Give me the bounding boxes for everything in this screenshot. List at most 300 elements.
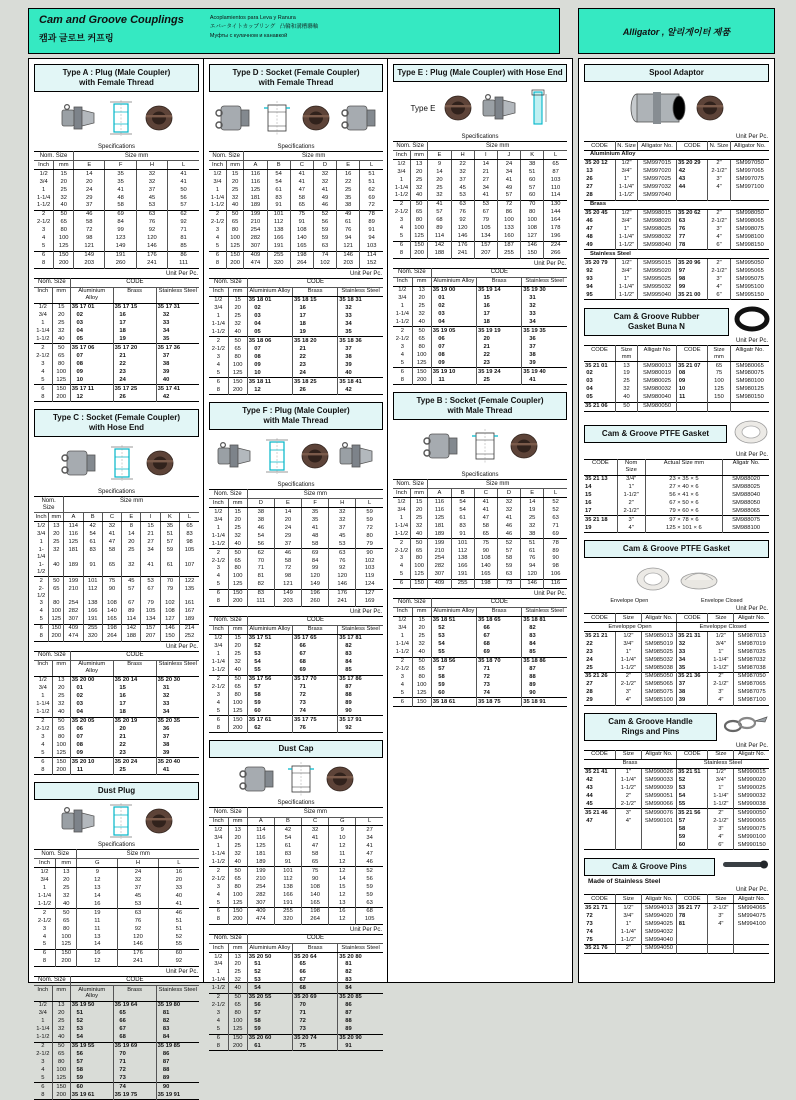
table-cell: 1-1/4 xyxy=(210,194,225,201)
table-cell: 1/2" xyxy=(615,159,637,167)
table-cell: 67 xyxy=(141,585,160,600)
table-cell: 02 xyxy=(70,693,113,701)
table-cell: 65 xyxy=(474,530,497,538)
table-cell: 6 xyxy=(209,716,228,724)
table-cell: 165 xyxy=(102,616,121,624)
table-cell: 121 xyxy=(74,243,105,251)
table-cell xyxy=(584,825,615,833)
table-cell: 65 xyxy=(412,666,431,674)
table-cell: 8 xyxy=(42,958,47,965)
unit-per-pc-label: Unit Per Pc. xyxy=(165,643,198,650)
table-cell: 50 xyxy=(54,210,74,218)
table-cell: 25 xyxy=(52,693,70,701)
section-title-spool: Spool Adaptor xyxy=(584,64,769,82)
table-cell: 67 xyxy=(122,600,141,608)
table-cell: 35 21 00 xyxy=(676,291,707,299)
table-cell: 45 xyxy=(118,892,159,900)
table-cell: 05 xyxy=(70,335,113,343)
table-cell: SM990065 xyxy=(734,817,769,825)
table-cell: CODE xyxy=(70,651,199,660)
table-cell: 1-1/4 xyxy=(211,659,225,666)
table-cell: Inch xyxy=(209,817,228,826)
table-cell: 25 xyxy=(228,651,247,659)
table-cell: SM995025 xyxy=(638,275,677,283)
table-cell: Nom Size xyxy=(617,459,645,475)
table-cell: 52 xyxy=(313,210,336,218)
table-cell: 61 xyxy=(83,538,102,546)
table-cell: 112 xyxy=(83,585,102,600)
table-cell: 51 xyxy=(70,1010,113,1018)
unit-per-pc-label: Unit Per Pc. xyxy=(165,968,198,975)
table-cell: 58 xyxy=(74,219,105,227)
table-cell: 50 xyxy=(228,993,247,1001)
table-cell: 120 xyxy=(302,573,329,581)
table-cell: 52 xyxy=(158,933,199,941)
table-cell: 255 xyxy=(497,250,520,258)
table-cell: 25 xyxy=(55,884,76,892)
table-cell: 125 xyxy=(228,369,247,377)
table-cell: 80 xyxy=(226,227,243,235)
table-cell: 3 xyxy=(41,734,45,740)
table-cell: 59 xyxy=(247,700,292,708)
section-title-type-a: Type A : Plug (Male Coupler) with Female Thread xyxy=(34,64,199,92)
table-cell: 20 xyxy=(412,295,431,303)
table-cell: 2 xyxy=(393,200,410,208)
table-cell: Aluminium Alloy xyxy=(70,660,113,676)
table-cell: 241 xyxy=(329,598,356,606)
table-cell: 18 xyxy=(113,328,156,336)
table-cell: 17 xyxy=(292,313,337,321)
table-cell: 138 xyxy=(267,227,290,235)
table-cell: 120 xyxy=(118,933,159,941)
table-cell: 13 xyxy=(52,676,70,684)
unit-per-pc-label: Unit Per Pc. xyxy=(735,134,768,140)
table-cell: SM990038 xyxy=(734,801,769,809)
table-cell: 63 xyxy=(118,909,159,917)
unit-per-pc-label: Unit Per Pc. xyxy=(533,590,566,597)
table-cell: 35 19 35 xyxy=(522,327,567,335)
table-cell: 140 xyxy=(474,563,497,571)
table-cell: 144 xyxy=(544,209,567,217)
table-cell: 57 xyxy=(497,192,520,200)
table-cell: 2 xyxy=(209,549,228,557)
table-cell: 70 xyxy=(160,577,179,585)
table-cell: 199 xyxy=(428,539,451,547)
table-cell: SM990020 xyxy=(734,777,769,785)
table-cell: 16 xyxy=(77,900,118,908)
table-cell: CODE xyxy=(431,598,567,607)
table-cell: SM994065 xyxy=(734,904,769,912)
table-cell: 65 xyxy=(102,561,121,576)
table-cell: 59 xyxy=(356,516,383,524)
table-cell: 11 xyxy=(329,850,356,858)
photo-socket-icon xyxy=(213,101,253,135)
code-table-dust-cap xyxy=(209,934,383,1052)
table-cell: 35 xyxy=(302,516,329,524)
table-cell: 56 xyxy=(313,219,336,227)
table-cell: 282 xyxy=(428,563,451,571)
table-cell: 15 xyxy=(585,492,592,499)
table-cell: 8 xyxy=(215,260,220,267)
table-cell: 25 xyxy=(428,184,451,192)
table-cell: 108 xyxy=(521,225,544,233)
table-cell: 149 xyxy=(105,243,136,251)
table-cell: 50 xyxy=(55,909,76,917)
table-cell: 199 xyxy=(64,577,83,585)
table-cell: 282 xyxy=(244,235,267,243)
table-cell: 73 xyxy=(586,920,593,927)
table-cell: 125 xyxy=(49,616,64,624)
table-cell: 65 xyxy=(410,547,427,555)
table xyxy=(209,489,383,607)
table-cell: 160 xyxy=(497,233,520,241)
table-cell: 150 xyxy=(410,241,427,249)
table-cell: 61 xyxy=(267,186,290,194)
product-images xyxy=(209,94,383,142)
table-cell: 99 xyxy=(676,283,707,291)
table-cell: 100 xyxy=(412,351,431,359)
product-images xyxy=(584,84,769,132)
page-title: Cam and Groove Couplings xyxy=(39,14,184,26)
table-cell: 32 xyxy=(156,693,199,701)
table-cell: 35 19 40 xyxy=(522,368,567,376)
table-cell: 45 xyxy=(122,577,141,585)
table-cell: Inch xyxy=(209,944,228,953)
table-cell: SM987032 xyxy=(734,656,769,664)
table-cell: 57 xyxy=(70,1059,113,1067)
table-cell: 35 20 64 xyxy=(292,953,337,961)
table-cell: 3/4" xyxy=(708,777,734,785)
section-type-c xyxy=(34,409,199,775)
table-cell: 1-1/4" xyxy=(615,283,637,291)
table-cell: 82 xyxy=(522,625,567,633)
table-cell: 105 xyxy=(141,608,160,616)
table-cell: 91 xyxy=(290,219,313,227)
table-cell: 108 xyxy=(102,600,121,608)
table-cell: 25 xyxy=(228,313,247,321)
table-cell: 3 xyxy=(41,360,45,367)
table-cell: 191 xyxy=(451,571,474,579)
table-cell: SM987100 xyxy=(734,697,769,705)
table-cell: 16 xyxy=(585,500,592,506)
page-title-translations xyxy=(210,14,318,40)
table-cell: 52 xyxy=(676,777,707,785)
product-images xyxy=(34,94,199,142)
table-cell: 2-1/2 xyxy=(211,875,225,882)
table-cell: 40 xyxy=(52,1034,70,1042)
table-cell: 2" xyxy=(708,159,730,167)
table-cell: 1-1/2" xyxy=(615,664,641,672)
table-cell: 3/4 xyxy=(38,1010,47,1017)
unit-per-pc-label: Unit Per Pc. xyxy=(735,742,768,749)
table-cell: 35 xyxy=(337,194,360,202)
table-cell: Size mm xyxy=(77,850,199,859)
table-cell: 08 xyxy=(70,360,113,368)
table-cell: N. Size xyxy=(617,142,636,149)
table-cell: H xyxy=(329,499,356,508)
table-cell: 101 xyxy=(83,577,102,585)
table-cell: 254 xyxy=(244,227,267,235)
table-cell: 14 xyxy=(74,170,105,178)
section-dust-plug xyxy=(34,782,199,1100)
table-cell: 1 xyxy=(41,693,45,700)
table-cell xyxy=(676,192,707,200)
table-cell: 35 21 21 xyxy=(584,632,615,640)
table-cell: SM985019 xyxy=(641,640,676,648)
table-cell: Nom. Size xyxy=(34,976,70,985)
table-cell xyxy=(615,833,641,841)
table-cell: C xyxy=(102,513,121,522)
table-cell: 2" xyxy=(708,259,730,267)
table-cell: Stainless Steel xyxy=(584,250,769,259)
table-cell: 140 xyxy=(302,891,329,899)
table-cell: 58 xyxy=(431,674,476,682)
table-cell: 37 xyxy=(451,176,474,184)
table-cell: 165 xyxy=(302,899,329,907)
table-cell: 1/2" xyxy=(708,632,734,640)
table-cell: 72 xyxy=(360,202,383,210)
table-cell: 50 xyxy=(410,200,427,208)
table-cell: SM987038 xyxy=(734,664,769,672)
drawing-plug-icon xyxy=(107,445,137,481)
table-cell: 25 xyxy=(410,514,427,522)
table-cell: 13 xyxy=(615,362,637,370)
table-cell: 210 xyxy=(247,875,274,883)
table-cell: 65 xyxy=(54,219,74,227)
table-cell: 142 xyxy=(428,241,451,249)
table-cell: 100 xyxy=(54,235,74,243)
ptfe-envelope-table xyxy=(584,613,769,705)
table-cell: 25 xyxy=(49,538,64,546)
table-cell: SM990050 xyxy=(734,809,769,817)
table-cell: I xyxy=(141,513,160,522)
table-cell: 41 xyxy=(474,498,497,506)
table-cell: 33 xyxy=(156,320,199,328)
table-cell: 25 xyxy=(122,546,141,561)
table-cell: 32 xyxy=(302,826,329,834)
table-cell: 50 xyxy=(52,1042,70,1050)
table-cell: 15 xyxy=(54,170,74,178)
section-title-type-d: Type D : Socket (Female Coupler) with Female Thread xyxy=(209,64,383,92)
table-cell: SM994025 xyxy=(641,920,676,928)
title-japanese-chinese: エバータイトカップリング 凸輪和溝槽聯軸 xyxy=(209,23,319,30)
table-cell: CODE xyxy=(584,895,615,904)
table-cell: 409 xyxy=(247,907,274,915)
table-cell: SM994075 xyxy=(734,912,769,920)
table-cell: 40 xyxy=(338,369,383,377)
table-cell: Inch xyxy=(209,625,228,634)
table xyxy=(209,934,383,1052)
table-cell: 57 xyxy=(431,666,476,674)
table-cell: 3" xyxy=(708,912,734,920)
table-cell: 68 xyxy=(292,659,337,667)
table-cell: mm xyxy=(228,944,247,953)
table-cell: 16 xyxy=(476,303,521,311)
table-cell: 35 21 51 xyxy=(676,768,707,776)
table-cell: 20 xyxy=(428,176,451,184)
table-cell: Inch xyxy=(34,161,54,170)
table-cell: 88 xyxy=(338,692,383,700)
table-cell: 1" xyxy=(615,275,637,283)
table-cell: 35 19 55 xyxy=(70,1042,113,1050)
table-cell: SM987075 xyxy=(734,689,769,697)
table-cell: 138 xyxy=(83,600,102,608)
table-cell: 260 xyxy=(302,598,329,606)
table-cell: 6 xyxy=(393,698,412,707)
table-cell: SM998025 xyxy=(638,226,677,234)
table-cell: 18 xyxy=(476,319,521,327)
table-cell: 103 xyxy=(360,243,383,251)
table-cell: 75 xyxy=(708,370,730,378)
table-cell: 4" xyxy=(708,283,730,291)
table-cell: Brass xyxy=(476,607,521,616)
table-cell: 15 xyxy=(52,303,70,311)
table-cell: 32 xyxy=(55,892,76,900)
table-cell: E xyxy=(337,161,360,170)
table-cell: 04 xyxy=(70,328,113,336)
table-cell: 5 xyxy=(216,707,220,714)
table xyxy=(584,345,769,412)
table-cell: 101 xyxy=(267,210,290,218)
table-cell xyxy=(615,825,641,833)
table-cell: 35 17 25 xyxy=(113,385,156,393)
table-cell: 1" xyxy=(708,785,734,793)
table-cell: SM990066 xyxy=(641,801,676,809)
table-cell: 97 × 78 × 6 xyxy=(645,516,723,524)
table-cell: 35 17 56 xyxy=(247,675,292,683)
table-cell: 76 xyxy=(136,219,167,227)
table-cell: 150 xyxy=(160,633,179,641)
table-cell: 61 xyxy=(160,561,179,576)
table-cell: 35 21 56 xyxy=(676,809,707,817)
table-cell xyxy=(734,928,769,936)
table-cell: 07 xyxy=(70,352,113,360)
table-cell: 35 17 36 xyxy=(156,344,199,352)
table-cell: 40 xyxy=(54,202,74,210)
table-cell: 35 20 12 xyxy=(584,159,615,167)
table-cell: 89 xyxy=(122,608,141,616)
table-cell: 25 xyxy=(521,514,544,522)
table-cell: Alligator No. xyxy=(730,142,769,151)
table-cell: 37 xyxy=(274,540,301,548)
table-cell: 1-1/4 xyxy=(211,850,225,857)
table-cell: 187 xyxy=(497,241,520,249)
table-cell: 146 xyxy=(160,624,179,632)
table-cell: 2" xyxy=(708,809,734,817)
table-cell: 58 xyxy=(302,540,329,548)
title-spanish: Acoplamientos para Leva y Ranura xyxy=(209,15,296,21)
table-cell: B xyxy=(267,161,290,170)
table-cell: Inch xyxy=(34,660,52,676)
specifications-caption: Specifications xyxy=(97,489,136,496)
table-cell: 78 xyxy=(676,241,707,249)
table-cell: 196 xyxy=(544,233,567,241)
photo-plug-icon xyxy=(216,439,254,473)
table-cell: 11 xyxy=(77,925,118,933)
table-cell: 1-1/4 xyxy=(37,892,52,899)
table-cell: 35 21 06 xyxy=(584,402,615,411)
table-cell: 6 xyxy=(34,1083,52,1091)
table-cell: 76 xyxy=(329,557,356,565)
table-cell: 474 xyxy=(244,260,267,268)
table-cell: A xyxy=(244,161,267,170)
table-cell: 65 xyxy=(49,585,64,600)
table-cell: Size mm xyxy=(428,480,567,489)
table-cell: 32 xyxy=(228,977,247,985)
table-cell: Size xyxy=(615,895,641,904)
table-cell: 8 xyxy=(41,393,45,400)
code-table-type-b xyxy=(393,598,567,708)
table-cell: 1-1/2" xyxy=(615,936,641,944)
table-cell: 32 xyxy=(676,640,707,648)
table-cell: 255 xyxy=(267,251,290,259)
table-cell: 6 xyxy=(209,378,228,386)
table-cell: 191 xyxy=(267,243,290,251)
table-cell: 61 xyxy=(521,547,544,555)
table-cell: 60 xyxy=(431,690,476,698)
table-cell: SM987013 xyxy=(734,632,769,640)
section-title-ptfe-gasket: Cam & Groove PTFE Gasket xyxy=(584,425,727,443)
table-cell: 149 xyxy=(274,589,301,597)
table-cell: 5 xyxy=(216,581,220,588)
table-cell: 72 xyxy=(356,524,383,532)
table-cell: 3/4" xyxy=(617,475,645,483)
ptfe-gasket-image xyxy=(733,419,769,450)
table-cell: Inch xyxy=(34,513,49,522)
table-cell: 3/4" xyxy=(615,640,641,648)
section-title-dust-cap: Dust Cap xyxy=(209,740,383,758)
table-cell: 59 xyxy=(356,891,383,899)
table-cell: 320 xyxy=(83,633,102,641)
table-cell: 20 xyxy=(228,961,247,969)
table-cell: mm xyxy=(412,277,431,286)
table-cell: 150 xyxy=(55,949,76,957)
table-cell: 53 xyxy=(247,651,292,659)
table-cell: 65 xyxy=(52,1051,70,1059)
table-cell xyxy=(584,841,615,849)
table-cell: 1-1/2 xyxy=(394,192,409,199)
table-cell: SM995065 xyxy=(730,267,769,275)
table-cell: 68 xyxy=(476,641,521,649)
spec-table-type-f xyxy=(209,489,383,607)
table-cell: 44 xyxy=(586,793,593,800)
table-cell: 52 xyxy=(431,625,476,633)
table-cell: 1/2" xyxy=(615,904,641,912)
table-cell: 08 xyxy=(431,351,476,359)
table-cell: 2 xyxy=(393,539,410,547)
ring-white-icon xyxy=(635,566,671,592)
table-cell: 161 xyxy=(180,600,199,608)
table-cell: Inch xyxy=(393,607,412,616)
table-cell: 19 xyxy=(77,909,118,917)
table-cell: 35 17 81 xyxy=(338,634,383,642)
table-cell: 35 21 01 xyxy=(584,362,615,370)
table-cell: 92 xyxy=(168,219,199,227)
table-cell: 35 17 61 xyxy=(247,716,292,724)
table-cell: 35 21 31 xyxy=(676,632,707,640)
table-cell: 2 xyxy=(209,210,226,218)
table-cell: 320 xyxy=(267,260,290,268)
table-cell: 35 19 30 xyxy=(522,286,567,294)
table-cell: 3" xyxy=(617,516,645,524)
table-cell: 32 xyxy=(410,522,427,530)
table-cell: 84 xyxy=(302,557,329,565)
table-cell: 35 20 90 xyxy=(338,1034,383,1042)
table-cell: 35 17 20 xyxy=(113,344,156,352)
table-cell: 199 xyxy=(247,867,274,875)
table-cell: 198 xyxy=(302,907,329,915)
table-cell: 70 xyxy=(113,1051,156,1059)
